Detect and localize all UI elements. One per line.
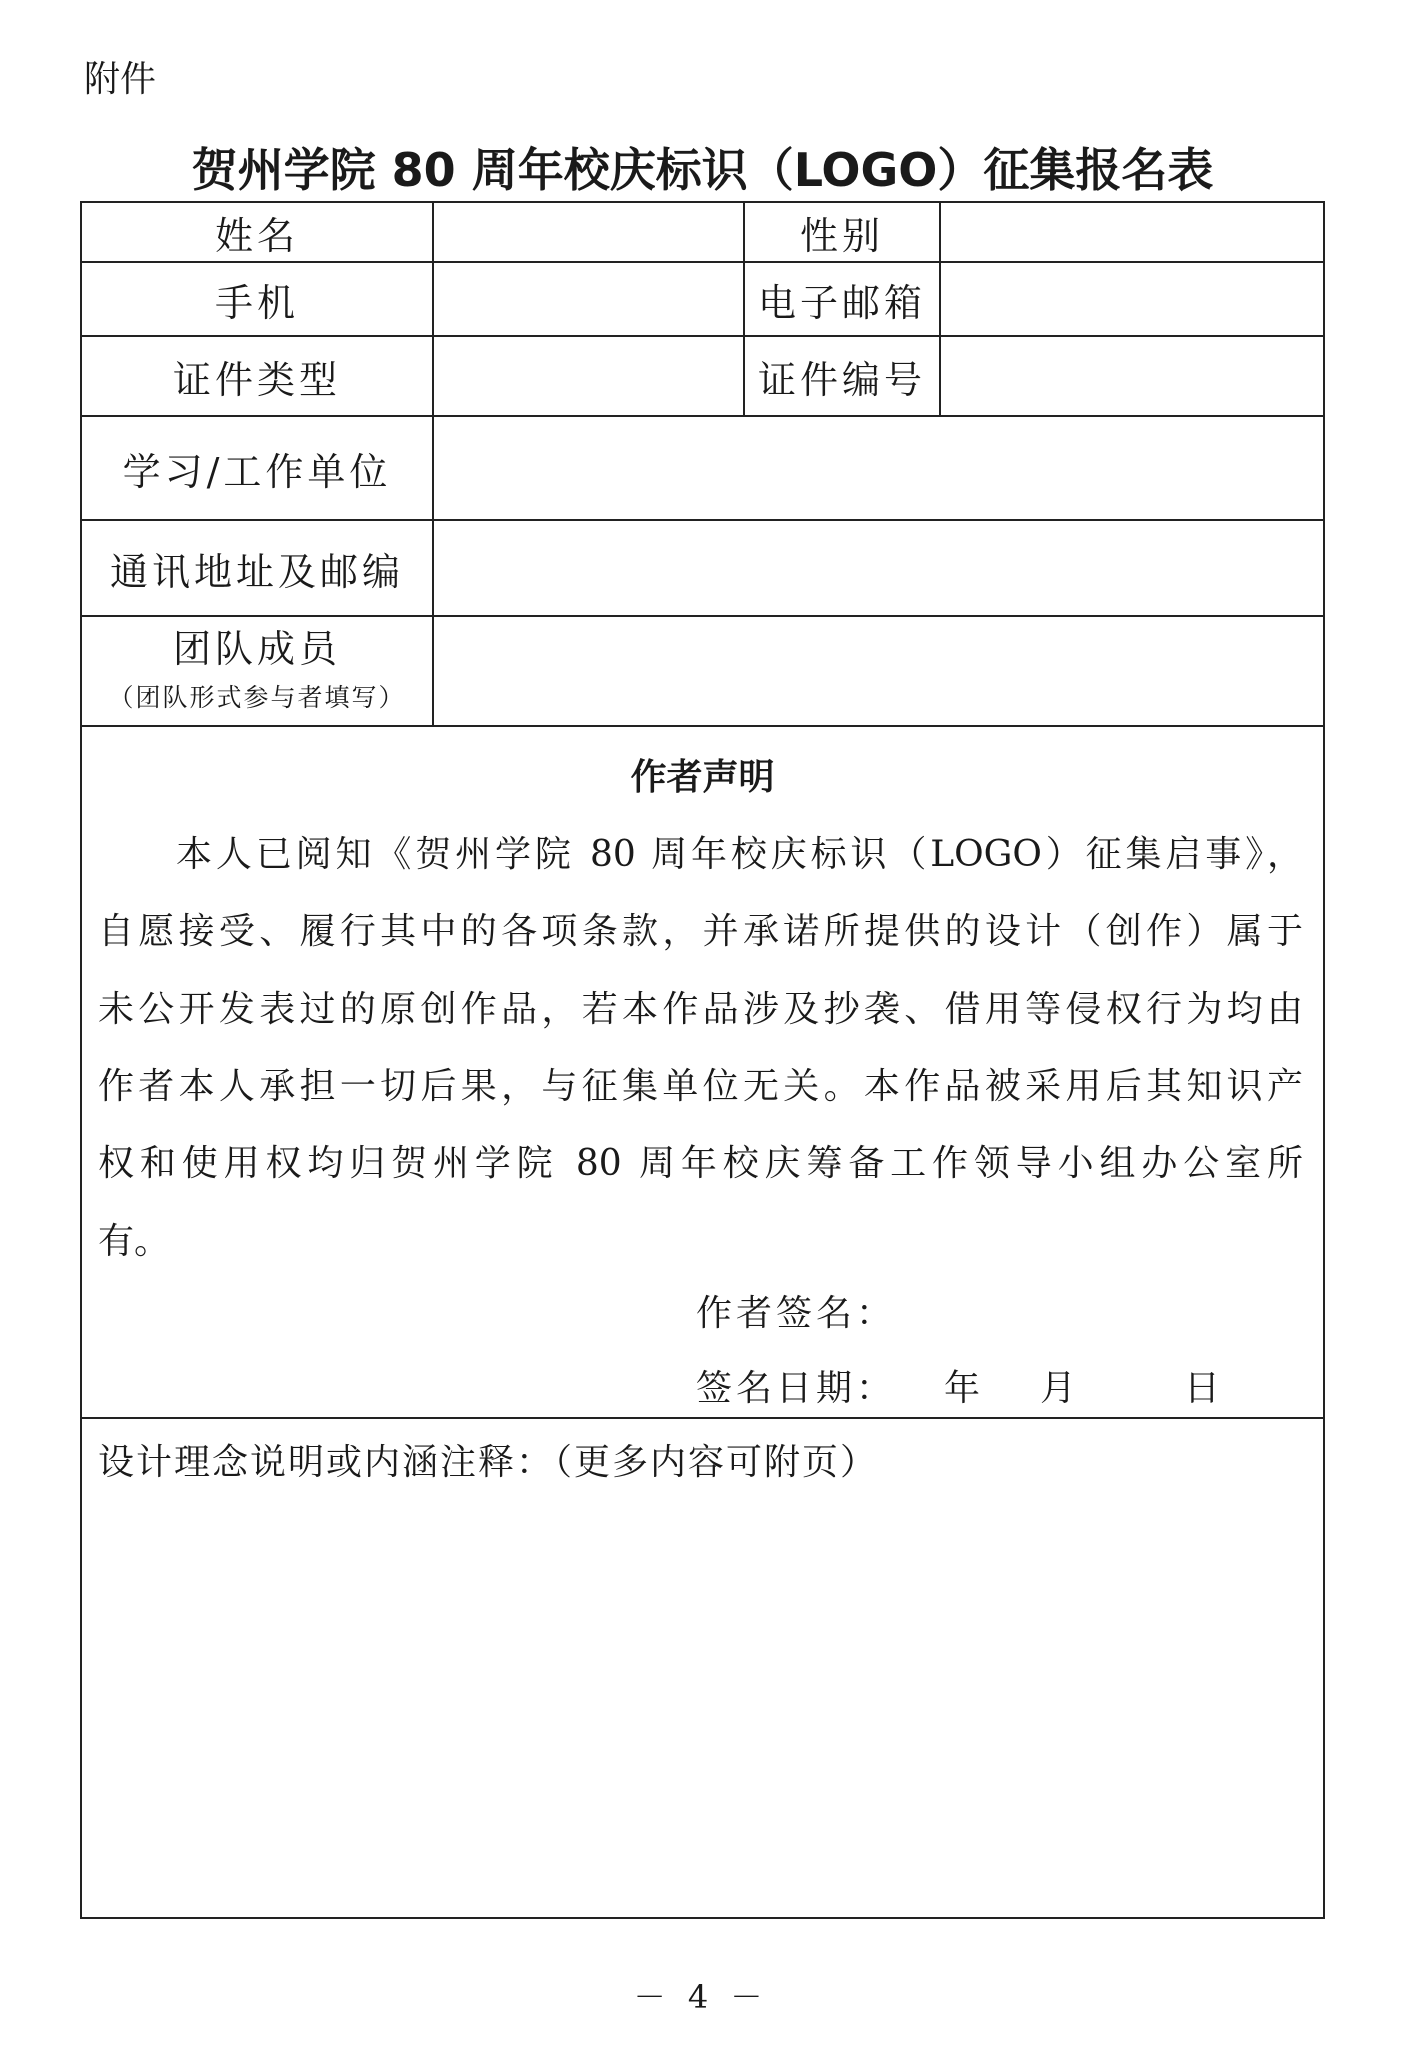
id-type-field[interactable] (434, 337, 743, 415)
phone-field[interactable] (434, 263, 743, 335)
id-number-field[interactable] (941, 337, 1323, 415)
id-number-label: 证件编号 (757, 357, 926, 402)
address-label: 通讯地址及邮编 (109, 549, 404, 594)
email-label: 电子邮箱 (757, 280, 926, 325)
row-divider (82, 725, 1323, 727)
phone-label: 手机 (214, 280, 299, 325)
name-field[interactable] (434, 203, 743, 261)
organization-label: 学习/工作单位 (122, 449, 392, 494)
team-members-label (82, 615, 432, 725)
signature-label: 作者签名： (696, 1293, 897, 1334)
declaration-line: 未公开发表过的原创作品，若本作品涉及抄袭、借用等侵权行为均由 (98, 989, 1303, 1030)
gender-field[interactable] (941, 203, 1323, 261)
sign-date-row[interactable] (696, 1363, 1224, 1415)
month-label: 月 (1040, 1368, 1081, 1409)
row-divider (82, 1417, 1323, 1419)
design-concept-label: 设计理念说明或内涵注释：（更多内容可附页） (98, 1442, 879, 1483)
registration-form (80, 201, 1325, 1919)
page-title: 贺州学院 80 周年校庆标识（LOGO）征集报名表 (191, 143, 1214, 197)
address-field[interactable] (434, 521, 1323, 615)
declaration-line: 有。 (98, 1221, 171, 1262)
declaration-line: 本人已阅知《贺州学院 80 周年校庆标识（LOGO）征集启事》， (176, 834, 1303, 875)
attachment-label: 附件 (84, 59, 157, 100)
year-label: 年 (944, 1368, 985, 1409)
team-members-note: （团队形式参与者填写） (108, 683, 406, 712)
organization-field[interactable] (434, 417, 1323, 519)
declaration-line: 自愿接受、履行其中的各项条款，并承诺所提供的设计（创作）属于 (98, 911, 1303, 952)
email-field[interactable] (941, 263, 1323, 335)
page-number: － 4 － (633, 1978, 769, 2016)
team-members-title: 团队成员 (172, 627, 341, 671)
declaration-line: 作者本人承担一切后果，与征集单位无关。本作品被采用后其知识产 (98, 1066, 1303, 1107)
design-concept-area[interactable] (82, 1493, 1323, 1917)
team-members-field[interactable] (434, 617, 1323, 725)
name-label: 姓名 (214, 213, 299, 258)
declaration-line: 权和使用权均归贺州学院 80 周年校庆筹备工作领导小组办公室所 (98, 1143, 1303, 1184)
signature-row[interactable] (696, 1288, 896, 1340)
day-label: 日 (1184, 1368, 1225, 1409)
declaration-heading: 作者声明 (630, 757, 775, 798)
gender-label: 性别 (799, 213, 884, 258)
sign-date-label: 签名日期： (696, 1368, 897, 1409)
id-type-label: 证件类型 (172, 357, 341, 402)
